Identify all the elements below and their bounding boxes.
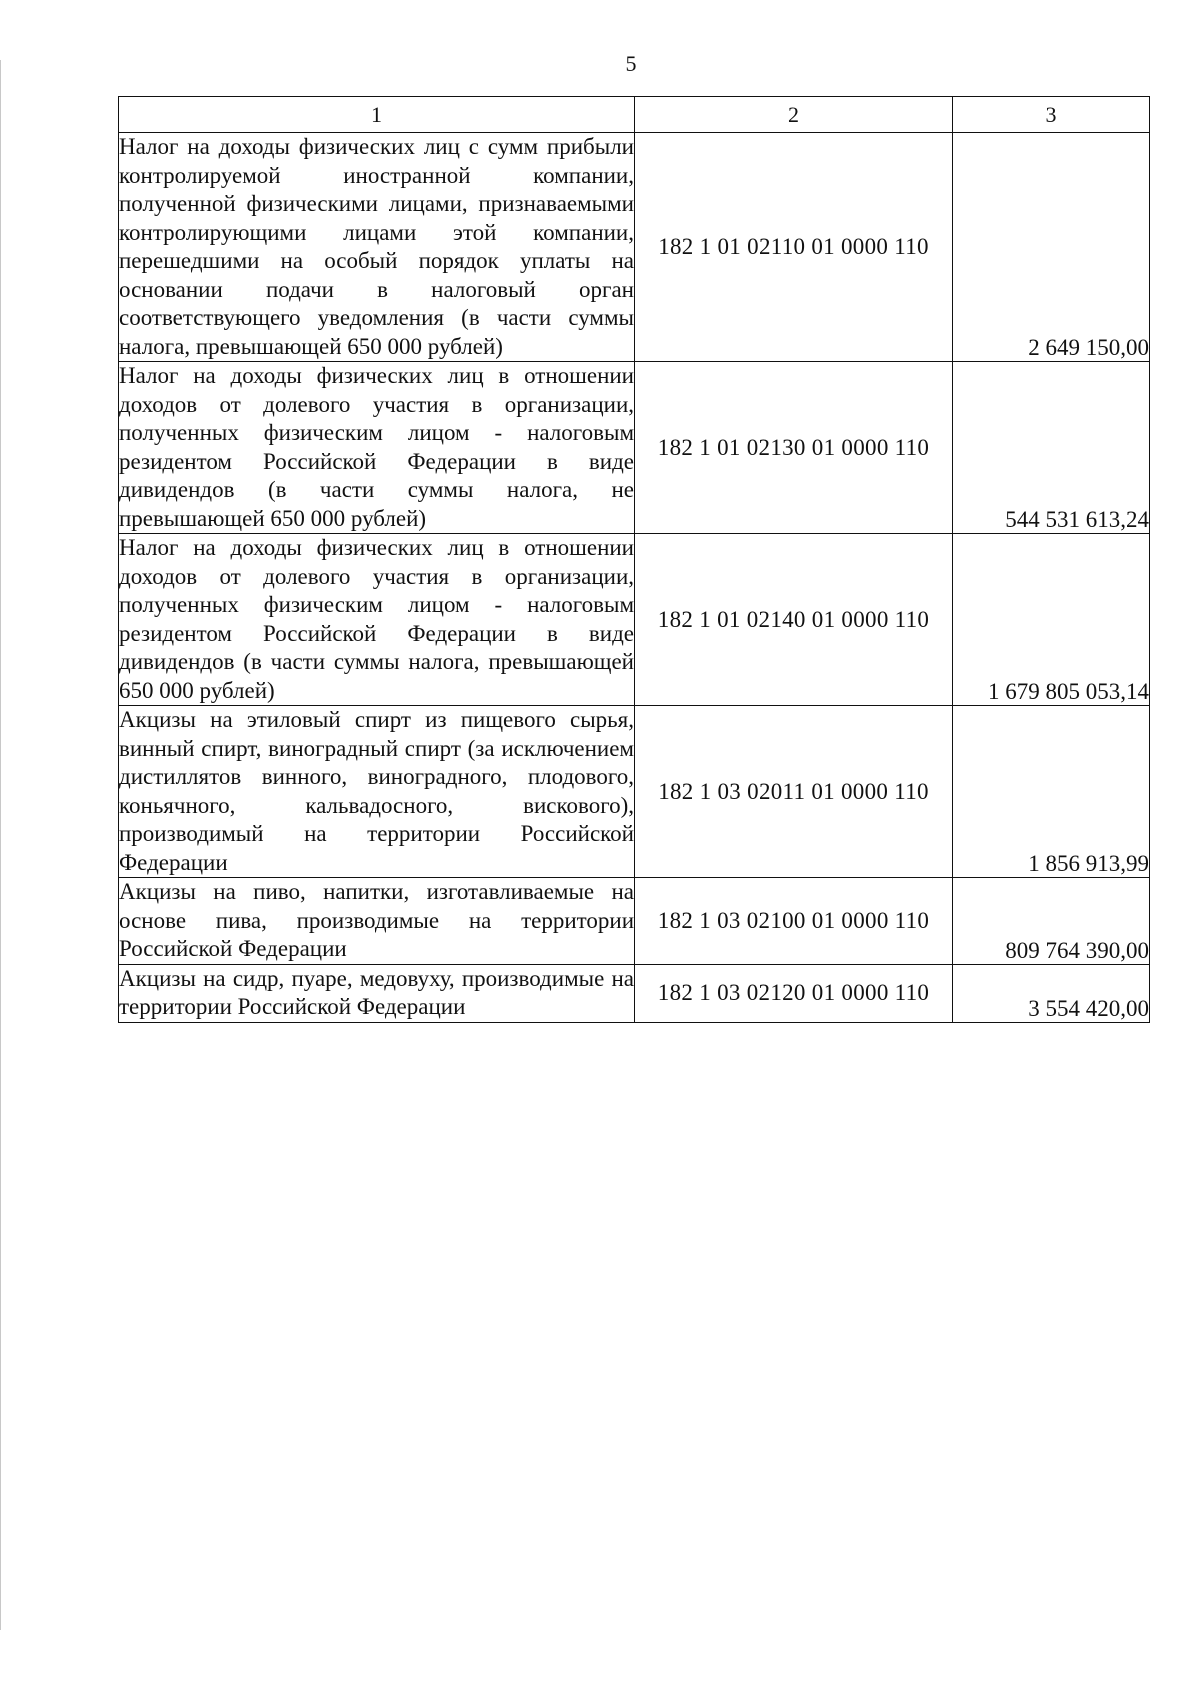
column-header-1: 1 [119, 97, 635, 133]
row-name-cell: Акцизы на этиловый спирт из пищевого сырья, винный спирт, виноградный спирт (за исключением дистиллятов винного, виноградного, плодового, коньячного, кальвадосного, вискового), производимый на территории Российской Федерации [119, 706, 635, 878]
row-code-cell: 182 1 03 02011 01 0000 110 [635, 706, 953, 878]
scan-edge-line [0, 60, 1, 1630]
table-row [119, 133, 1150, 362]
row-name-cell: Налог на доходы физических лиц в отношении доходов от долевого участия в организации, полученных физическим лицом - налоговым резидентом Российской Федерации в виде дивидендов (в части суммы налога, не превышающей 650 000 рублей) [119, 362, 635, 534]
row-amount-cell: 3 554 420,00 [953, 964, 1150, 1022]
table-row [119, 878, 1150, 965]
table-header-row [119, 97, 1150, 133]
row-code-cell: 182 1 01 02140 01 0000 110 [635, 534, 953, 706]
row-amount-cell: 2 649 150,00 [953, 133, 1150, 362]
column-header-2: 2 [635, 97, 953, 133]
page-number: 5 [625, 51, 637, 76]
row-amount-cell: 1 856 913,99 [953, 706, 1150, 878]
table-row [119, 534, 1150, 706]
column-header-3: 3 [953, 97, 1150, 133]
table-row [119, 964, 1150, 1022]
revenue-table [118, 96, 1150, 1023]
row-code-cell: 182 1 01 02130 01 0000 110 [635, 362, 953, 534]
row-name-cell: Налог на доходы физических лиц с сумм прибыли контролируемой иностранной компании, полученной физическими лицами, признаваемыми контролирующими лицами этой компании, перешедшими на особый порядок уплаты на основании подачи в налоговый орган соответствующего уведомления (в части суммы налога, превышающей 650 000 рублей) [119, 133, 635, 362]
row-amount-cell: 809 764 390,00 [953, 878, 1150, 965]
row-amount-cell: 544 531 613,24 [953, 362, 1150, 534]
row-name-cell: Акцизы на пиво, напитки, изготавливаемые на основе пива, производимые на территории Российской Федерации [119, 878, 635, 965]
row-name-cell: Акцизы на сидр, пуаре, медовуху, производимые на территории Российской Федерации [119, 964, 635, 1022]
row-name-cell: Налог на доходы физических лиц в отношении доходов от долевого участия в организации, полученных физическим лицом - налоговым резидентом Российской Федерации в виде дивидендов (в части суммы налога, превышающей 650 000 рублей) [119, 534, 635, 706]
row-amount-cell: 1 679 805 053,14 [953, 534, 1150, 706]
row-code-cell: 182 1 03 02120 01 0000 110 [635, 964, 953, 1022]
table-row [119, 362, 1150, 534]
row-code-cell: 182 1 01 02110 01 0000 110 [635, 133, 953, 362]
row-code-cell: 182 1 03 02100 01 0000 110 [635, 878, 953, 965]
table-row [119, 706, 1150, 878]
